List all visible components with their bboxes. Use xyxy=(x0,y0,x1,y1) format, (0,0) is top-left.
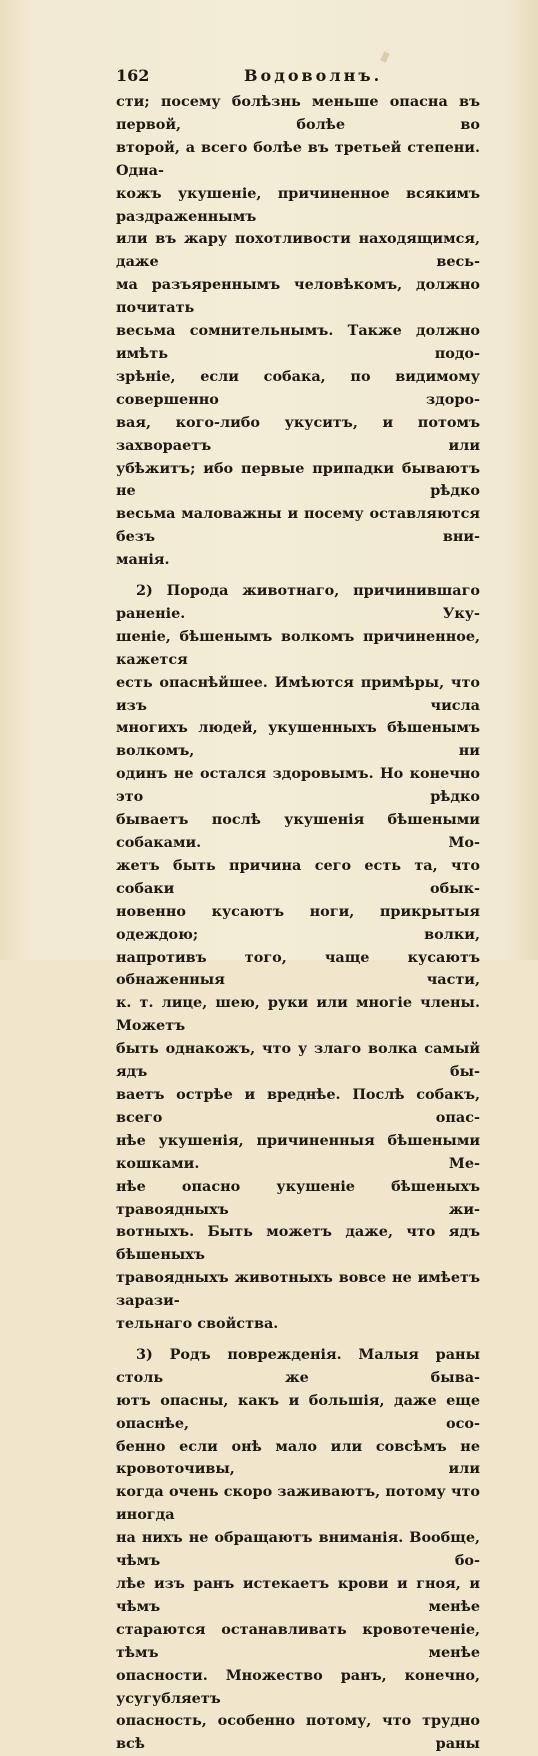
text-line: на нихъ не обращаютъ вниманія. Вообще, чѣмъ бо- xyxy=(116,1529,480,1570)
text-line: убѣжитъ; ибо первые припадки бываютъ не рѣдко xyxy=(116,459,480,500)
page-header xyxy=(116,66,480,90)
text-line: шеніе, бѣшенымъ волкомъ причиненное, кажется xyxy=(116,627,480,668)
text-line: опасность, особенно потому, что трудно всѣ раны xyxy=(116,1712,480,1753)
text-line: одинъ не остался здоровымъ. Но конечно это рѣдко xyxy=(116,765,480,806)
paragraph-wound-type xyxy=(116,1344,480,1756)
text-line: или въ жару похотливости находящимся, даже весь- xyxy=(116,230,480,271)
text-line: травоядныхъ животныхъ вовсе не имѣетъ зарази- xyxy=(116,1269,480,1310)
text-line: новенно кусаютъ ноги, прикрытыя одеждою; волки, xyxy=(116,902,480,943)
text-line: сти; посему болѣзнь меньше опасна въ первой, болѣе во xyxy=(116,93,480,133)
text-line: бываетъ послѣ укушенія бѣшеными собаками. Мо- xyxy=(116,811,480,851)
text-line: тельнаго свойства. xyxy=(116,1315,279,1333)
text-line: вая, кого-либо укуситъ, и потомъ захвораетъ или xyxy=(116,413,480,454)
text-line: второй, а всего болѣе въ третьей степени. Однa- xyxy=(116,138,480,179)
text-line: когда очень скоро заживаютъ, потому что иногда xyxy=(116,1483,480,1524)
text-line: нѣе укушенія, причиненныя бѣшеными кошками. Ме- xyxy=(116,1131,480,1172)
text-line: 3) Родъ поврежденія. Малыя раны столь же быва- xyxy=(116,1345,480,1386)
text-line: вотныхъ. Быть можетъ даже, что ядъ бѣшеныхъ xyxy=(116,1223,480,1264)
text-line: бенно если онѣ мало или совсѣмъ не кровоточивы, или xyxy=(116,1437,480,1478)
text-line: опасности. Множество ранъ, конечно, усугубляетъ xyxy=(116,1666,480,1707)
text-line: манія. xyxy=(116,551,170,569)
text-line: к. т. лице, шею, руки или многіе члены. Можетъ xyxy=(116,994,480,1035)
text-line: ваетъ острѣе и вреднѣе. Послѣ собакъ, всего опас- xyxy=(116,1085,480,1126)
text-line: стараются останавливать кровотеченіе, тѣмъ менѣе xyxy=(116,1620,480,1661)
text-line: быть однакожъ, что у злаго волка самый ядъ бы- xyxy=(116,1040,480,1081)
text-line: ютъ опасны, какъ и большія, даже еще опаснѣе, осо- xyxy=(116,1391,480,1432)
running-head: Водоволнъ. xyxy=(244,66,383,85)
page-number: 162 xyxy=(116,66,150,85)
text-line: лѣе изъ ранъ истекаетъ крови и гноя, и чѣмъ менѣе xyxy=(116,1575,480,1615)
ink-smudge xyxy=(380,51,390,63)
body-text xyxy=(116,91,480,1756)
paragraph-continuation xyxy=(116,91,480,572)
text-line: весьма сомнительнымъ. Также должно имѣть подо- xyxy=(116,322,480,362)
text-line: есть опаснѣйшее. Имѣются примѣры, что изъ числа xyxy=(116,673,480,714)
text-line: жетъ быть причина сего есть та, что собаки обык- xyxy=(116,856,480,897)
text-line: нѣе опасно укушеніе бѣшеныхъ травоядныхъ жи- xyxy=(116,1177,480,1218)
paragraph-animal-species xyxy=(116,580,480,1336)
text-line: напротивъ того, чаще кусаютъ обнаженныя части, xyxy=(116,948,480,989)
text-line: ма разъяреннымъ человѣкомъ, должно почитать xyxy=(116,276,480,317)
text-line: кожъ укушеніе, причиненное всякимъ раздраженнымъ xyxy=(116,184,480,225)
text-line: весьма маловажны и посему оставляются безъ вни- xyxy=(116,505,480,546)
text-line: многихъ людей, укушенныхъ бѣшенымъ волкомъ, ни xyxy=(116,719,480,760)
text-line: зрѣніе, если собака, по видимому совершенно здоро- xyxy=(116,367,480,408)
text-line: 2) Порода животнаго, причинившаго раненіе. Уку- xyxy=(116,582,480,622)
